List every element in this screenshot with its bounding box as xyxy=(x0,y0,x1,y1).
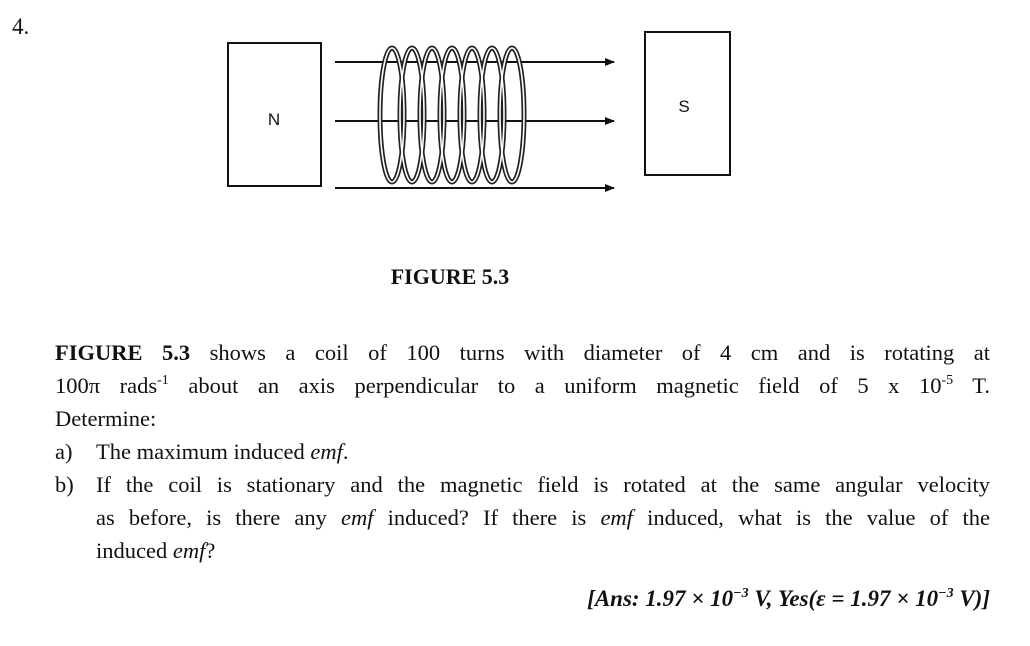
emf-term: emf xyxy=(341,505,374,530)
question-number: 4. xyxy=(12,14,30,39)
exponent: -5 xyxy=(941,373,954,388)
part-b-line-1: If the coil is stationary and the magnetic field is rotated at the same angular velocity xyxy=(96,472,990,497)
south-label: S xyxy=(678,97,690,116)
exponent: -1 xyxy=(157,373,169,388)
part-b-text: induced, what is the value of the xyxy=(632,505,990,530)
figure-caption: FIGURE 5.3 xyxy=(390,264,510,289)
paragraph-line-1 xyxy=(55,336,990,369)
part-a-text: The maximum induced xyxy=(96,439,311,464)
part-b xyxy=(55,468,990,567)
answer-exponent: −3 xyxy=(938,586,954,601)
part-b-text: as before, is there any xyxy=(96,505,342,530)
emf-term: emf xyxy=(310,439,343,464)
answer-text: V)] xyxy=(953,586,990,611)
paragraph-text: T. xyxy=(953,373,990,398)
part-b-line-3 xyxy=(96,534,990,567)
part-b-text: induced xyxy=(96,538,173,563)
answer-line xyxy=(587,586,990,612)
figure-reference: FIGURE 5.3 xyxy=(55,340,191,365)
part-a-end: . xyxy=(342,439,349,464)
paragraph-line-2 xyxy=(55,369,990,402)
answer-text: V, Yes(ε = 1.97 × 10 xyxy=(748,586,939,611)
part-a xyxy=(55,435,990,468)
part-b-label: b) xyxy=(55,472,74,497)
part-b-line-2 xyxy=(96,501,990,534)
part-b-text: induced? If there is xyxy=(373,505,601,530)
answer-exponent: −3 xyxy=(733,586,749,601)
determine-label: Determine: xyxy=(55,406,157,431)
paragraph-text: shows a coil of 100 turns with diameter of 4 cm and is rotating at xyxy=(190,340,990,365)
emf-term: emf xyxy=(172,538,206,563)
part-b-text: ? xyxy=(205,538,216,563)
paragraph-text: about an axis perpendicular to a uniform magnetic field of 5 x 10 xyxy=(168,373,942,398)
north-label: N xyxy=(267,110,281,129)
answer-text: [Ans: 1.97 × 10 xyxy=(587,586,734,611)
angular-velocity: 100π rads xyxy=(55,373,158,398)
part-a-label: a) xyxy=(55,439,73,464)
emf-term: emf xyxy=(600,505,633,530)
question-body xyxy=(55,336,990,567)
coil-magnet-figure xyxy=(0,0,1030,250)
coil xyxy=(380,48,524,182)
